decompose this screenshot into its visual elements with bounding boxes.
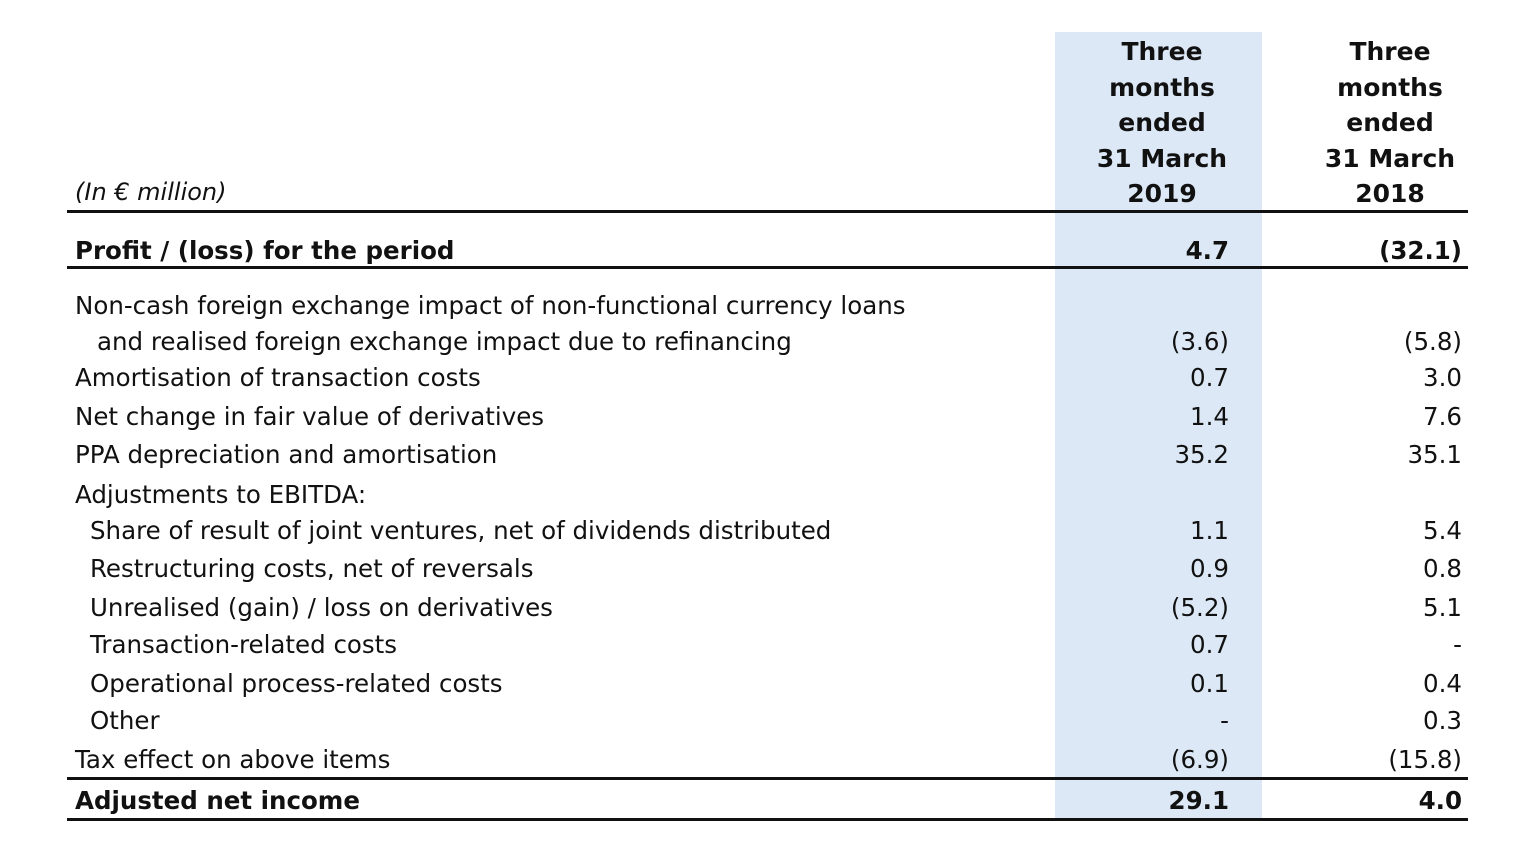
column-header-line: ended <box>1118 108 1206 138</box>
table-row <box>0 325 1536 359</box>
table-row <box>0 478 1536 512</box>
value-2019: 0.1 <box>1190 669 1229 698</box>
value-2019: (5.2) <box>1170 593 1229 622</box>
table-row <box>0 552 1536 586</box>
value-2018: 0.8 <box>1423 554 1462 583</box>
column-header-2019 <box>1062 34 1262 212</box>
table-row-adjusted-net-income <box>0 784 1536 818</box>
row-label: and realised foreign exchange impact due to refinancing <box>97 327 792 356</box>
value-2018: 3.0 <box>1423 363 1462 392</box>
value-2018: - <box>1453 630 1462 659</box>
table-row <box>0 704 1536 738</box>
column-header-line: 31 March <box>1096 143 1228 173</box>
value-2018: 0.3 <box>1423 706 1462 735</box>
table-row <box>0 743 1536 777</box>
value-2018: (15.8) <box>1388 745 1462 774</box>
table-row <box>0 667 1536 701</box>
column-header-line: 2019 <box>1127 179 1197 209</box>
table-row <box>0 591 1536 625</box>
row-label: Adjusted net income <box>75 786 360 815</box>
row-label: Adjustments to EBITDA: <box>75 480 367 509</box>
row-label: Non-cash foreign exchange impact of non-functional currency loans <box>75 291 906 320</box>
row-label: PPA depreciation and amortisation <box>75 440 498 469</box>
value-2019: (6.9) <box>1170 745 1229 774</box>
row-label: Net change in fair value of derivatives <box>75 402 545 431</box>
row-label: Restructuring costs, net of reversals <box>90 554 534 583</box>
row-label: Unrealised (gain) / loss on derivatives <box>90 593 553 622</box>
row-label: Operational process-related costs <box>90 669 503 698</box>
row-label: Amortisation of transaction costs <box>75 363 481 392</box>
value-2018: 7.6 <box>1423 402 1462 431</box>
total-rule <box>67 818 1468 821</box>
value-2018: 4.0 <box>1418 786 1462 815</box>
value-2018: 5.4 <box>1423 516 1462 545</box>
column-header-line: 31 March <box>1324 143 1456 173</box>
value-2018: (32.1) <box>1379 236 1462 265</box>
table-row <box>0 628 1536 662</box>
value-2019: 1.4 <box>1190 402 1229 431</box>
header-rule <box>67 210 1468 213</box>
value-2018: 35.1 <box>1407 440 1462 469</box>
subtotal-rule <box>67 777 1468 780</box>
value-2019: 0.7 <box>1190 630 1229 659</box>
value-2018: 5.1 <box>1423 593 1462 622</box>
row-label: Other <box>90 706 160 735</box>
column-header-line: 2018 <box>1355 179 1425 209</box>
column-header-line: Three <box>1121 37 1203 66</box>
column-header-line: months <box>1109 72 1215 102</box>
row-label: Tax effect on above items <box>75 745 391 774</box>
value-2019: - <box>1220 706 1229 735</box>
table-row <box>0 361 1536 395</box>
units-label: (In € million) <box>75 178 227 206</box>
value-2018: 0.4 <box>1423 669 1462 698</box>
column-header-2018 <box>1290 34 1490 212</box>
column-header-line: months <box>1337 72 1443 102</box>
value-2019: 4.7 <box>1185 236 1229 265</box>
row-label: Transaction-related costs <box>90 630 398 659</box>
column-header-line: Three <box>1349 37 1431 66</box>
column-header-line: ended <box>1346 108 1434 138</box>
value-2019: 0.9 <box>1190 554 1229 583</box>
profit-rule <box>67 266 1468 269</box>
table-row <box>0 514 1536 548</box>
row-label: Profit / (loss) for the period <box>75 236 455 265</box>
row-label: Share of result of joint ventures, net of dividends distributed <box>90 516 832 545</box>
table-row <box>0 289 1536 323</box>
table-row-profit <box>0 234 1536 268</box>
value-2019: 35.2 <box>1174 440 1229 469</box>
value-2019: (3.6) <box>1170 327 1229 356</box>
value-2018: (5.8) <box>1403 327 1462 356</box>
table-row <box>0 438 1536 472</box>
value-2019: 1.1 <box>1190 516 1229 545</box>
table-row <box>0 400 1536 434</box>
value-2019: 29.1 <box>1168 786 1229 815</box>
value-2019: 0.7 <box>1190 363 1229 392</box>
